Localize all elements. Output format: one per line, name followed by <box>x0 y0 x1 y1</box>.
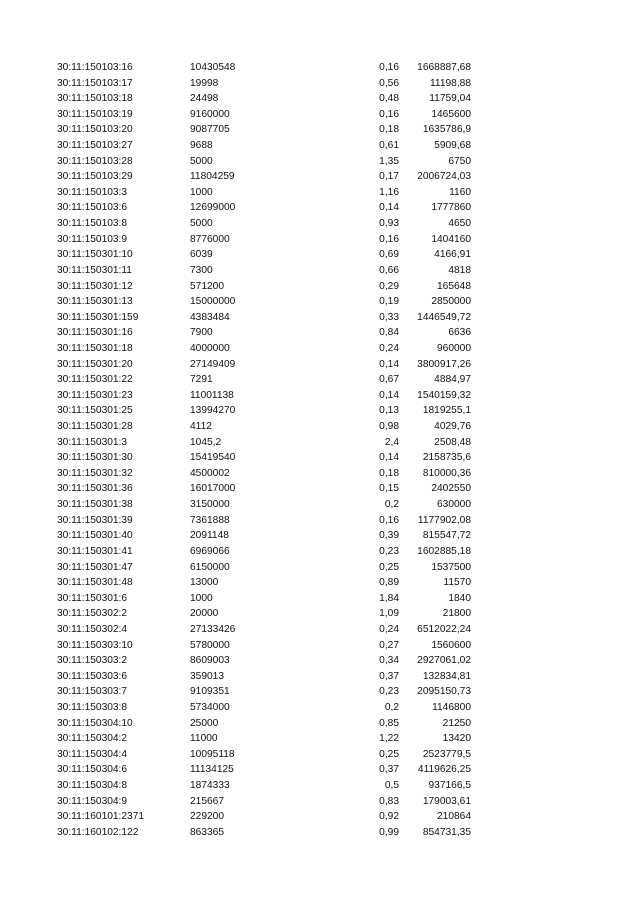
cadastral-number-cell: 30:11:150103:29 <box>57 171 133 183</box>
cadastral-number-cell: 30:11:150103:9 <box>57 233 128 245</box>
rate-cell: 0,61 <box>379 140 399 152</box>
rate-cell: 0,93 <box>379 218 399 230</box>
total-cell: 3800917,26 <box>417 358 471 370</box>
value-cell: 11134125 <box>190 764 234 776</box>
cadastral-number-cell: 30:11:150301:36 <box>57 483 133 495</box>
rate-cell: 0,16 <box>379 62 399 73</box>
rate-cell: 0,19 <box>379 296 399 308</box>
table-row <box>0 279 640 295</box>
rate-cell: 0,24 <box>379 623 399 635</box>
value-cell: 4383484 <box>190 311 230 323</box>
total-cell: 1819255,1 <box>422 405 471 417</box>
rate-cell: 0,17 <box>379 171 399 183</box>
table-row <box>0 357 640 373</box>
table-row <box>0 481 640 497</box>
value-cell: 229200 <box>190 811 224 823</box>
rate-cell: 0,99 <box>379 826 399 838</box>
total-cell: 5909,68 <box>434 140 471 152</box>
rate-cell: 0,23 <box>379 686 399 698</box>
table-row <box>0 372 640 388</box>
cadastral-number-cell: 30:11:150304:4 <box>57 748 128 760</box>
total-cell: 1537500 <box>431 561 471 573</box>
table-row <box>0 76 640 92</box>
cadastral-number-cell: 30:11:150304:2 <box>57 733 128 745</box>
table-row <box>0 560 640 576</box>
rate-cell: 0,56 <box>379 77 399 89</box>
rate-cell: 0,37 <box>379 764 399 776</box>
rate-cell: 1,35 <box>379 155 399 167</box>
value-cell: 10430548 <box>190 62 236 73</box>
rate-cell: 0,48 <box>379 93 399 105</box>
rate-cell: 0,37 <box>379 670 399 682</box>
value-cell: 571200 <box>190 280 224 292</box>
rate-cell: 0,89 <box>379 577 399 589</box>
total-cell: 854731,35 <box>422 826 471 838</box>
cadastral-number-cell: 30:11:150303:7 <box>57 686 128 698</box>
cadastral-number-cell: 30:11:150301:40 <box>57 530 133 542</box>
cadastral-number-cell: 30:11:150301:32 <box>57 467 133 479</box>
rate-cell: 0,2 <box>384 701 399 713</box>
table-row <box>0 794 640 810</box>
total-cell: 1602885,18 <box>417 545 471 557</box>
value-cell: 20000 <box>190 608 219 620</box>
total-cell: 1560600 <box>431 639 471 651</box>
value-cell: 11001138 <box>190 389 234 401</box>
rate-cell: 0,24 <box>379 342 399 354</box>
value-cell: 359013 <box>190 670 224 682</box>
value-cell: 5734000 <box>190 701 230 713</box>
table-row <box>0 403 640 419</box>
rate-cell: 0,5 <box>384 780 399 792</box>
rate-cell: 0,85 <box>379 717 399 729</box>
value-cell: 24498 <box>190 93 219 105</box>
table-row <box>0 653 640 669</box>
value-cell: 7300 <box>190 264 213 276</box>
total-cell: 2850000 <box>431 296 471 308</box>
value-cell: 215667 <box>190 795 224 807</box>
table-row <box>0 622 640 638</box>
total-cell: 11198,88 <box>430 77 471 89</box>
value-cell: 4500002 <box>190 467 230 479</box>
rate-cell: 0,15 <box>379 483 399 495</box>
value-cell: 3150000 <box>190 499 230 511</box>
cadastral-number-cell: 30:11:150303:10 <box>57 639 133 651</box>
total-cell: 1465600 <box>431 108 471 120</box>
total-cell: 6750 <box>448 155 471 167</box>
total-cell: 1668887,68 <box>417 62 471 73</box>
cadastral-number-cell: 30:11:150302:2 <box>57 608 128 620</box>
total-cell: 21800 <box>442 608 471 620</box>
table-row <box>0 731 640 747</box>
cadastral-number-cell: 30:11:150103:16 <box>57 62 133 73</box>
rate-cell: 0,18 <box>379 467 399 479</box>
cadastral-number-cell: 30:11:150301:16 <box>57 327 133 339</box>
rate-cell: 1,22 <box>379 733 399 745</box>
value-cell: 27133426 <box>190 623 236 635</box>
table-row <box>0 606 640 622</box>
table-row <box>0 185 640 201</box>
total-cell: 4119626,25 <box>417 764 471 776</box>
table-row <box>0 700 640 716</box>
table-row <box>0 263 640 279</box>
rate-cell: 0,84 <box>379 327 399 339</box>
cadastral-number-cell: 30:11:150301:10 <box>57 249 133 261</box>
table-row <box>0 575 640 591</box>
cadastral-number-cell: 30:11:150301:38 <box>57 499 133 511</box>
total-cell: 132834,81 <box>422 670 471 682</box>
table-row <box>0 435 640 451</box>
value-cell: 5000 <box>190 218 213 230</box>
rate-cell: 0,13 <box>379 405 399 417</box>
total-cell: 1840 <box>448 592 471 604</box>
table-row <box>0 169 640 185</box>
total-cell: 2523779,5 <box>422 748 471 760</box>
value-cell: 13994270 <box>190 405 236 417</box>
table-row <box>0 762 640 778</box>
total-cell: 4818 <box>448 264 471 276</box>
cadastral-number-cell: 30:11:150103:17 <box>57 77 133 89</box>
total-cell: 2927061,02 <box>417 655 471 667</box>
value-cell: 7361888 <box>190 514 230 526</box>
cadastral-number-cell: 30:11:150103:19 <box>57 108 133 120</box>
cadastral-number-cell: 30:11:150304:9 <box>57 795 128 807</box>
cadastral-number-cell: 30:11:150301:23 <box>57 389 133 401</box>
rate-cell: 0,39 <box>379 530 399 542</box>
table-row <box>0 591 640 607</box>
table-row <box>0 91 640 107</box>
total-cell: 11570 <box>443 577 471 589</box>
value-cell: 6039 <box>190 249 213 261</box>
rate-cell: 0,83 <box>379 795 399 807</box>
cadastral-number-cell: 30:11:150304:6 <box>57 764 128 776</box>
cadastral-number-cell: 30:11:150301:159 <box>57 311 139 323</box>
spreadsheet-table <box>0 60 640 840</box>
cadastral-number-cell: 30:11:150301:47 <box>57 561 133 573</box>
total-cell: 810000,36 <box>422 467 471 479</box>
table-row <box>0 232 640 248</box>
cadastral-number-cell: 30:11:150103:3 <box>57 186 128 198</box>
total-cell: 1540159,32 <box>417 389 471 401</box>
total-cell: 4650 <box>448 218 471 230</box>
rate-cell: 0,92 <box>379 811 399 823</box>
value-cell: 10095118 <box>190 748 235 760</box>
table-row <box>0 466 640 482</box>
cadastral-number-cell: 30:11:150302:4 <box>57 623 128 635</box>
value-cell: 1000 <box>190 186 213 198</box>
rate-cell: 0,14 <box>379 452 399 464</box>
table-row <box>0 747 640 763</box>
cadastral-number-cell: 30:11:150301:13 <box>57 296 133 308</box>
value-cell: 13000 <box>190 577 219 589</box>
cadastral-number-cell: 30:11:150301:22 <box>57 374 133 386</box>
cadastral-number-cell: 30:11:150301:41 <box>57 545 133 557</box>
total-cell: 4029,76 <box>434 421 471 433</box>
rate-cell: 0,98 <box>379 421 399 433</box>
total-cell: 2095150,73 <box>417 686 471 698</box>
total-cell: 1160 <box>449 186 471 198</box>
cadastral-number-cell: 30:11:150301:48 <box>57 577 133 589</box>
value-cell: 8776000 <box>190 233 230 245</box>
value-cell: 19998 <box>190 77 219 89</box>
rate-cell: 0,34 <box>379 655 399 667</box>
total-cell: 2006724,03 <box>417 171 471 183</box>
total-cell: 6512022,24 <box>417 623 471 635</box>
table-row <box>0 419 640 435</box>
total-cell: 11759,04 <box>429 93 471 105</box>
rate-cell: 0,14 <box>379 389 399 401</box>
value-cell: 8609003 <box>190 655 230 667</box>
total-cell: 1777860 <box>431 202 471 214</box>
cadastral-number-cell: 30:11:150301:20 <box>57 358 133 370</box>
total-cell: 4166,91 <box>434 249 471 261</box>
value-cell: 7900 <box>190 327 213 339</box>
cadastral-number-cell: 30:11:150301:12 <box>57 280 133 292</box>
rate-cell: 0,2 <box>384 499 399 511</box>
value-cell: 9109351 <box>190 686 230 698</box>
rate-cell: 0,25 <box>379 748 399 760</box>
rate-cell: 0,33 <box>379 311 399 323</box>
value-cell: 5780000 <box>190 639 230 651</box>
table-row <box>0 638 640 654</box>
table-row <box>0 60 640 76</box>
cadastral-number-cell: 30:11:150303:6 <box>57 670 128 682</box>
rate-cell: 0,16 <box>379 108 399 120</box>
total-cell: 13420 <box>442 733 471 745</box>
cadastral-number-cell: 30:11:150301:3 <box>57 436 128 448</box>
cadastral-number-cell: 30:11:150301:28 <box>57 421 133 433</box>
table-row <box>0 200 640 216</box>
value-cell: 863365 <box>190 826 224 838</box>
cadastral-number-cell: 30:11:150103:20 <box>57 124 133 136</box>
total-cell: 960000 <box>437 342 471 354</box>
table-row <box>0 310 640 326</box>
total-cell: 630000 <box>437 499 471 511</box>
rate-cell: 2,4 <box>384 436 399 448</box>
table-row <box>0 497 640 513</box>
table-row <box>0 669 640 685</box>
cadastral-number-cell: 30:11:150301:25 <box>57 405 133 417</box>
total-cell: 1635786,9 <box>422 124 471 136</box>
table-row <box>0 450 640 466</box>
value-cell: 4000000 <box>190 342 230 354</box>
total-cell: 21250 <box>442 717 471 729</box>
cadastral-number-cell: 30:11:150301:6 <box>57 592 128 604</box>
table-row <box>0 825 640 841</box>
rate-cell: 0,69 <box>379 249 399 261</box>
value-cell: 27149409 <box>190 358 236 370</box>
table-row <box>0 138 640 154</box>
value-cell: 16017000 <box>190 483 236 495</box>
cadastral-number-cell: 30:11:150301:30 <box>57 452 133 464</box>
value-cell: 1045,2 <box>190 436 222 448</box>
value-cell: 9160000 <box>190 108 230 120</box>
table-row <box>0 107 640 123</box>
table-row <box>0 513 640 529</box>
rate-cell: 0,29 <box>379 280 399 292</box>
total-cell: 2508,48 <box>434 436 471 448</box>
cadastral-number-cell: 30:11:160101:2371 <box>57 811 145 823</box>
value-cell: 11000 <box>190 733 218 745</box>
rate-cell: 0,16 <box>379 514 399 526</box>
value-cell: 1874333 <box>190 780 230 792</box>
total-cell: 4884,97 <box>434 374 471 386</box>
cadastral-number-cell: 30:11:150304:8 <box>57 780 128 792</box>
rate-cell: 1,16 <box>379 186 399 198</box>
rate-cell: 1,84 <box>379 592 399 604</box>
total-cell: 1177902,08 <box>417 514 471 526</box>
value-cell: 9688 <box>190 140 213 152</box>
value-cell: 2091148 <box>190 530 229 542</box>
cadastral-number-cell: 30:11:150103:27 <box>57 140 133 152</box>
rate-cell: 0,16 <box>379 233 399 245</box>
value-cell: 7291 <box>190 374 213 386</box>
value-cell: 9087705 <box>190 124 230 136</box>
value-cell: 5000 <box>190 155 213 167</box>
table-row <box>0 778 640 794</box>
cadastral-number-cell: 30:11:150103:18 <box>57 93 133 105</box>
table-row <box>0 247 640 263</box>
rate-cell: 0,14 <box>379 202 399 214</box>
table-row <box>0 341 640 357</box>
value-cell: 15419540 <box>190 452 236 464</box>
value-cell: 4112 <box>190 421 212 433</box>
total-cell: 179003,61 <box>422 795 471 807</box>
cadastral-number-cell: 30:11:150303:2 <box>57 655 128 667</box>
cadastral-number-cell: 30:11:150103:28 <box>57 155 133 167</box>
cadastral-number-cell: 30:11:150103:8 <box>57 218 128 230</box>
table-row <box>0 388 640 404</box>
value-cell: 11804259 <box>190 171 235 183</box>
cadastral-number-cell: 30:11:150304:10 <box>57 717 133 729</box>
table-row <box>0 325 640 341</box>
total-cell: 1446549,72 <box>417 311 471 323</box>
cadastral-number-cell: 30:11:160102:122 <box>57 826 139 838</box>
cadastral-number-cell: 30:11:150301:39 <box>57 514 133 526</box>
value-cell: 6969066 <box>190 545 230 557</box>
rate-cell: 0,27 <box>379 639 399 651</box>
table-row <box>0 716 640 732</box>
value-cell: 6150000 <box>190 561 230 573</box>
cadastral-number-cell: 30:11:150103:6 <box>57 202 128 214</box>
total-cell: 6636 <box>448 327 471 339</box>
rate-cell: 0,14 <box>379 358 399 370</box>
rate-cell: 1,09 <box>379 608 399 620</box>
total-cell: 2402550 <box>431 483 471 495</box>
table-row <box>0 544 640 560</box>
table-row <box>0 154 640 170</box>
total-cell: 1404160 <box>431 233 471 245</box>
total-cell: 1146800 <box>432 701 471 713</box>
rate-cell: 0,66 <box>379 264 399 276</box>
value-cell: 12699000 <box>190 202 236 214</box>
total-cell: 165648 <box>437 280 471 292</box>
total-cell: 2158735,6 <box>422 452 471 464</box>
value-cell: 1000 <box>190 592 213 604</box>
cadastral-number-cell: 30:11:150301:11 <box>57 264 132 276</box>
table-row <box>0 216 640 232</box>
total-cell: 815547,72 <box>422 530 471 542</box>
rate-cell: 0,67 <box>379 374 399 386</box>
cadastral-number-cell: 30:11:150301:18 <box>57 342 133 354</box>
cadastral-number-cell: 30:11:150303:8 <box>57 701 128 713</box>
table-row <box>0 528 640 544</box>
table-row <box>0 294 640 310</box>
table-row <box>0 122 640 138</box>
table-row <box>0 809 640 825</box>
rate-cell: 0,23 <box>379 545 399 557</box>
table-row <box>0 684 640 700</box>
rate-cell: 0,18 <box>379 124 399 136</box>
total-cell: 210864 <box>437 811 471 823</box>
value-cell: 15000000 <box>190 296 236 308</box>
total-cell: 937166,5 <box>428 780 471 792</box>
rate-cell: 0,25 <box>379 561 399 573</box>
value-cell: 25000 <box>190 717 219 729</box>
